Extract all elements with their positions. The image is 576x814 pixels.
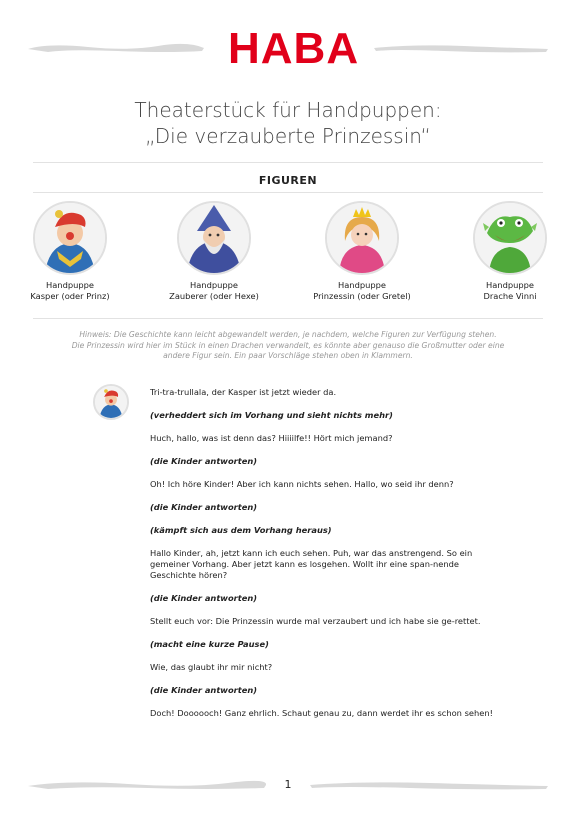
haba-logo: HABA — [228, 24, 360, 73]
stage-direction: (macht eine kurze Pause) — [150, 639, 269, 649]
figure-princess-label-1: Handpuppe — [337, 280, 386, 290]
stage-direction: (die Kinder antworten) — [150, 685, 258, 695]
dialog-line: Hallo Kinder, ah, jetzt kann ich euch sehen. Puh, war das anstrengend. So ein gemeiner Vorhang. Aber jetzt kann es losgehen. Wollt ihr eine span-nende Geschichte hören? — [150, 548, 473, 580]
brush-stroke-right-top — [374, 41, 548, 55]
dialog-line: Tri-tra-trullala, der Kasper ist jetzt wieder da. — [150, 387, 337, 397]
page-title-line-1: Theaterstück für Handpuppen: — [134, 98, 442, 122]
dialog-line: Stellt euch vor: Die Prinzessin wurde mal verzaubert und ich habe sie ge-rettet. — [150, 616, 481, 626]
page-number: 1 — [284, 778, 292, 791]
stage-direction: (die Kinder antworten) — [150, 502, 258, 512]
dialog-line: Huch, hallo, was ist denn das? Hiiiilfe!! Hört mich jemand? — [150, 433, 393, 443]
figure-princess — [302, 201, 422, 302]
stage-direction: (verheddert sich im Vorhang und sieht nichts mehr) — [150, 410, 393, 420]
wizard-puppet-icon — [177, 201, 251, 275]
divider-figures — [33, 192, 543, 193]
stage-direction: (kämpft sich aus dem Vorhang heraus) — [150, 525, 332, 535]
divider-hint — [33, 318, 543, 319]
hint-line-2: Die Prinzessin wird hier im Stück in einen Drachen verwandelt, es könnte aber genauso die Großmutter oder eine — [71, 340, 505, 350]
brush-stroke-left-top — [28, 41, 204, 55]
dialog-line: Wie, das glaubt ihr mir nicht? — [150, 662, 273, 672]
figure-wizard — [154, 201, 274, 302]
figure-kasper-label-2: Kasper (oder Prinz) — [30, 291, 110, 301]
dialog-script — [150, 387, 496, 731]
section-heading: FIGUREN — [258, 174, 318, 187]
figure-dragon — [450, 201, 570, 302]
figure-kasper-label-1: Handpuppe — [45, 280, 94, 290]
figure-princess-label-2: Prinzessin (oder Gretel) — [313, 291, 411, 301]
figure-wizard-label-1: Handpuppe — [189, 280, 238, 290]
stage-direction: (die Kinder antworten) — [150, 593, 258, 603]
brush-stroke-left-bottom — [28, 778, 266, 792]
stage-direction: (die Kinder antworten) — [150, 456, 258, 466]
divider-top — [33, 162, 543, 163]
hint-line-3: andere Figur sein. Ein paar Vorschläge stehen oben in Klammern. — [163, 351, 413, 360]
dialog-line: Oh! Ich höre Kinder! Aber ich kann nichts sehen. Hallo, wo seid ihr denn? — [150, 479, 454, 489]
figure-wizard-label-2: Zauberer (oder Hexe) — [169, 291, 259, 301]
dialog-line: Doch! Doooooch! Ganz ehrlich. Schaut genau zu, dann werdet ihr es schon sehen! — [150, 708, 493, 718]
kasper-puppet-icon — [33, 201, 107, 275]
brush-stroke-right-bottom — [310, 778, 548, 792]
hint-text — [30, 330, 546, 362]
figure-dragon-label-2: Drache Vinni — [483, 291, 537, 301]
princess-puppet-icon — [325, 201, 399, 275]
page-title-line-2: „Die verzauberte Prinzessin“ — [145, 124, 431, 148]
figure-dragon-label-1: Handpuppe — [485, 280, 534, 290]
kasper-speaker-icon — [93, 384, 129, 420]
dragon-puppet-icon — [473, 201, 547, 275]
hint-line-1: Hinweis: Die Geschichte kann leicht abgewandelt werden, je nachdem, welche Figuren zur Verfügung stehen. — [79, 330, 497, 339]
figure-kasper — [10, 201, 130, 302]
